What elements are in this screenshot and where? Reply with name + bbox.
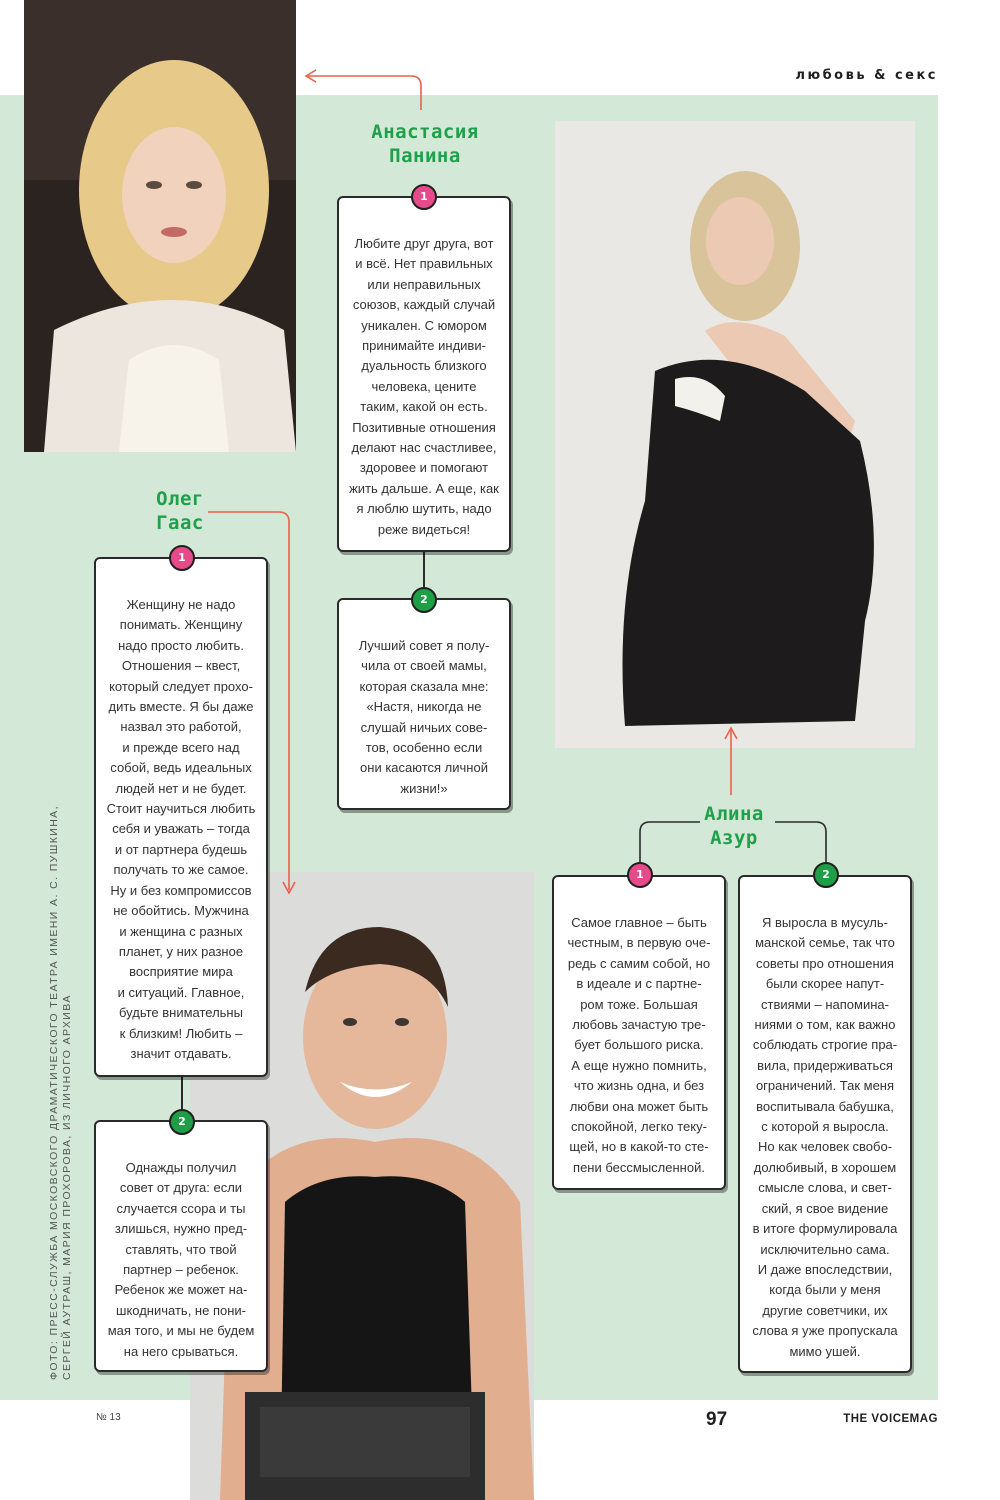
credit-line: СЕРГЕЙ АУТРАШ, МАРИЯ ПРОХОРОВА, ИЗ ЛИЧНОГО АРХИВА	[61, 994, 73, 1380]
name-line: Олег	[156, 488, 204, 510]
tip-card-panina-2	[337, 598, 511, 810]
tip-card-gaas-2	[94, 1120, 268, 1372]
page-number: 97	[706, 1409, 728, 1430]
badge-one: 1	[411, 184, 437, 210]
badge-two: 2	[813, 862, 839, 888]
badge-one: 1	[169, 545, 195, 571]
name-alina-azur	[674, 802, 794, 850]
tip-card-azur-1	[552, 875, 726, 1190]
badge-one: 1	[627, 862, 653, 888]
tip-text: Однажды получил совет от друга: если случается ссора и ты злишься, нужно пред- ставлять, что твой партнер – ребенок. Ребенок же может на- шкодничать, не пони- мая того, и мы не будем на него срываться.	[107, 1160, 255, 1359]
photo-credits	[48, 805, 74, 1380]
tip-card-panina-1	[337, 196, 511, 552]
name-line: Анастасия	[371, 121, 479, 143]
tip-text: Самое главное – быть честным, в первую оче- редь с самим собой, но в идеале и с партне- ром тоже. Большая любовь зачастую тре- бует большого риска. А еще нужно помнить, что жизнь одна, и без любви она может быть спокойной, легко теку- щей, но в какой-то сте- пени бессмысленной.	[567, 915, 711, 1175]
name-line: Гаас	[156, 512, 204, 534]
name-line: Алина	[704, 803, 764, 825]
photo-anastasia-panina	[24, 0, 296, 452]
tip-text: Я выросла в мусуль- манской семье, так что советы про отношения были скорее напут- ствиями – напомина- ниями о том, как важно соблюдать строгие пра- вила, придерживаться ограничений. Так меня воспитывала бабушка, с которой я выросла. Но как человек свобо- долюбивый, в хорошем смысле слова, и свет- ский, я свое видение в итоге формулировала исключительно сама. И даже впоследствии, когда были у меня другие советчики, их слова я уже пропускала мимо ушей.	[752, 915, 898, 1359]
tip-text: Любите друг друга, вот и всё. Нет правильных или неправильных союзов, каждый случай уникален. С юмором принимайте индиви- дуальность близкого человека, цените таким, какой он есть. Позитивные отношения делают нас счастливее, здоровее и помогают жить дальше. А еще, как я люблю шутить, надо реже видеться!	[349, 236, 499, 537]
name-anastasia-panina	[345, 120, 505, 168]
name-line: Панина	[389, 145, 461, 167]
photo-alina-azur	[555, 121, 915, 748]
tip-text: Женщину не надо понимать. Женщину надо просто любить. Отношения – квест, который следует прохо- дить вместе. Я бы даже назвал это работой, и прежде всего над собой, ведь идеальных людей нет и не будет. Стоит научиться любить себя и уважать – тогда и от партнера будешь получать то же самое. Ну и без компромиссов не обойтись. Мужчина и женщина с разных планет, у них разное восприятие мира и ситуаций. Главное, будьте внимательны к близким! Любить – значит отдавать.	[106, 597, 256, 1061]
badge-two: 2	[411, 587, 437, 613]
credit-line: ФОТО: ПРЕСС-СЛУЖБА МОСКОВСКОГО ДРАМАТИЧЕСКОГО ТЕАТРА ИМЕНИ А. С. ПУШКИНА,	[48, 805, 60, 1380]
tip-card-gaas-1	[94, 557, 268, 1077]
issue-number: № 13	[96, 1412, 121, 1423]
section-tag: любовь & секс	[795, 68, 938, 83]
name-line: Азур	[710, 827, 758, 849]
tip-text: Лучший совет я полу- чила от своей мамы, которая сказала мне: «Настя, никогда не слушай ничьих сове- тов, особенно если они касаются личной жизни!»	[358, 638, 490, 796]
badge-two: 2	[169, 1109, 195, 1135]
tip-card-azur-2	[738, 875, 912, 1373]
magazine-brand: THE VOICEMAG	[843, 1413, 938, 1425]
name-oleg-gaas	[130, 487, 230, 535]
